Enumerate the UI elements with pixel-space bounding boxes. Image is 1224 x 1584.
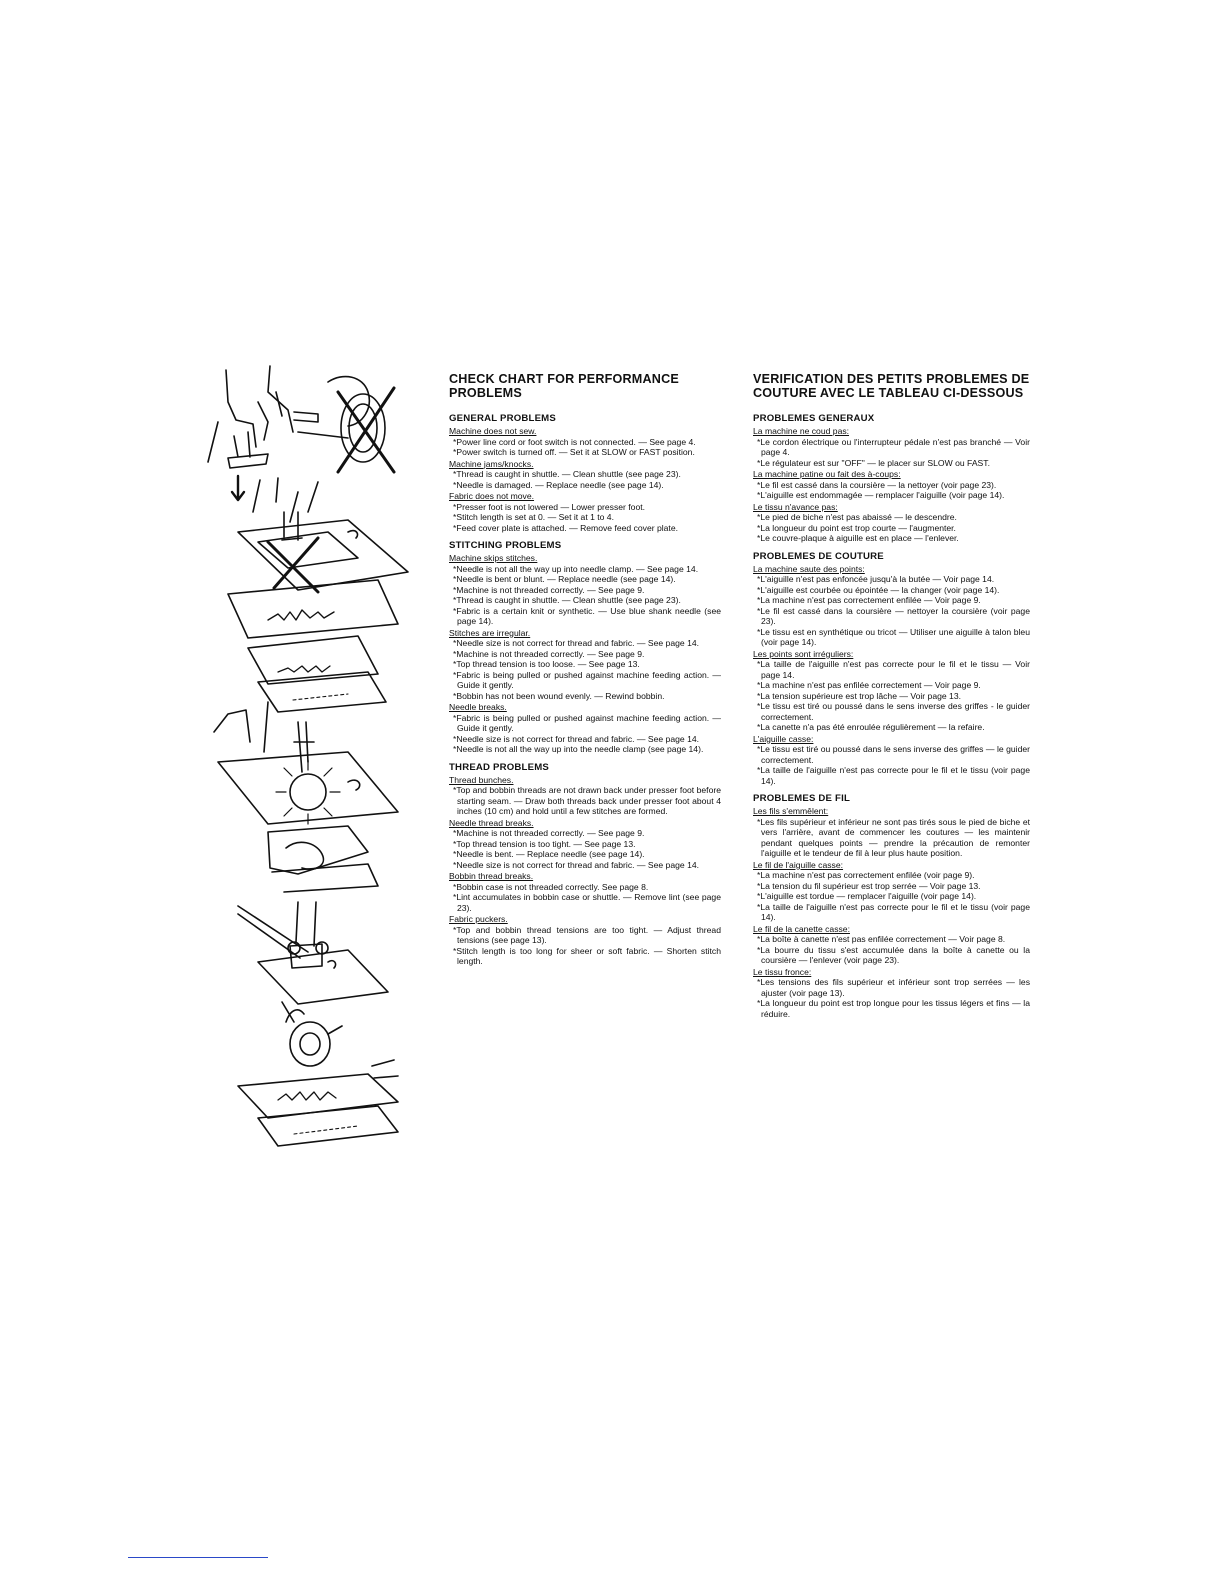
remedy-item: *Bobbin has not been wound evenly. — Rewind bobbin. [453, 690, 665, 701]
remedy-item: *Machine is not threaded correctly. — See page 9. [453, 828, 645, 838]
section-heading: GENERAL PROBLEMS [449, 413, 556, 424]
remedy-item: *Machine is not threaded correctly. — See page 9. [453, 584, 645, 595]
remedy-item: *Needle is not all the way up into the needle clamp (see page 14). [453, 744, 704, 754]
remedy-item: *Bobbin case is not threaded correctly. See page 8. [453, 881, 649, 892]
remedy-item: *La machine n'est pas correctement enfilée — Voir page 9. [757, 595, 981, 605]
remedy-item: *Machine is not threaded correctly. — See page 9. [453, 648, 645, 659]
remedy-item: *La canette n'a pas été enroulée régulièrement — la refaire. [757, 722, 985, 732]
fabric-pucker-figure [238, 1060, 398, 1146]
sewing-illustrations [198, 362, 420, 1150]
feed-cover-figure [238, 478, 408, 592]
remedy-item: *Top thread tension is too tight. — See page 13. [453, 838, 636, 849]
remedy-item: *La bourre du tissu s'est accumulée dans la boîte à canette ou la coursière — l'enlever (voir page 23). [757, 944, 1030, 965]
fabric-fold-figure [268, 826, 378, 892]
remedy-item: *Le couvre-plaque à aiguille est en place — l'enlever. [757, 533, 959, 543]
problem-label: Stitches are irregular. [449, 627, 531, 638]
remedy-item: *La tension du fil supérieur est trop serrée — Voir page 13. [757, 880, 981, 891]
remedy-item: *La machine n'est pas enfilée correctement — Voir page 9. [757, 680, 981, 690]
section-heading: STITCHING PROBLEMS [449, 540, 562, 551]
remedy-item: *Stitch length is too long for sheer or soft fabric. — Shorten stitch length. [453, 945, 721, 966]
problem-label: La machine patine ou fait des à-coups: [753, 469, 901, 479]
french-general-problems [753, 413, 1030, 544]
remedy-item: *Feed cover plate is attached. — Remove feed cover plate. [453, 522, 678, 533]
problem-label: Le tissu fronce: [753, 966, 812, 977]
remedy-item: *Fabric is being pulled or pushed against machine feeding action. — Guide it gently. [453, 669, 721, 690]
remedy-item: *Needle size is not correct for thread and fabric. — See page 14. [453, 638, 700, 648]
remedy-item: *La tension supérieure est trop lâche — Voir page 13. [757, 690, 961, 701]
problem-label: Needle thread breaks. [449, 817, 534, 828]
remedy-item: *Lint accumulates in bobbin case or shuttle. — Remove lint (see page 23). [453, 892, 721, 913]
thread-bunch-figure [238, 902, 388, 1004]
remedy-item: *La longueur du point est trop longue pour les tissus légers et fins — la réduire. [757, 998, 1030, 1019]
remedy-item: *La taille de l'aiguille n'est pas correcte pour le fil et le tissu (voir page 14). [757, 765, 1030, 786]
problem-label: Le tissu n'avance pas: [753, 501, 838, 512]
problem-label: Le fil de l'aiguille casse: [753, 859, 844, 870]
french-title: VERIFICATION DES PETITS PROBLEMES DE COUTURE AVEC LE TABLEAU CI-DESSOUS [753, 372, 1030, 400]
remedy-item: *Fabric is being pulled or pushed against machine feeding action. — Guide it gently. [453, 712, 721, 733]
remedy-item: *Presser foot is not lowered — Lower presser foot. [453, 501, 646, 512]
remedy-item: *Needle size is not correct for thread and fabric. — See page 14. [453, 859, 700, 870]
problem-label: Les points sont irréguliers: [753, 648, 854, 659]
remedy-item: *L'aiguille est endommagée — remplacer l'aiguille (voir page 14). [757, 490, 1005, 500]
remedy-item: *La taille de l'aiguille n'est pas correcte pour le fil et le tissu (voir page 14). [757, 901, 1030, 922]
remedy-item: *Le pied de biche n'est pas abaissé — le descendre. [757, 512, 957, 522]
remedy-item: *Needle is bent or blunt. — Replace needle (see page 14). [453, 574, 676, 584]
remedy-item: *L'aiguille n'est pas enfoncée jusqu'à la butée — Voir page 14. [757, 574, 995, 584]
problem-label: Fabric puckers. [449, 914, 508, 924]
problem-label: Machine jams/knocks. [449, 458, 534, 469]
english-check-chart [449, 372, 721, 967]
problem-label: La machine ne coud pas: [753, 426, 850, 436]
problem-label: Thread bunches. [449, 774, 514, 785]
remedy-item: *Thread is caught in shuttle. — Clean shuttle (see page 23). [453, 469, 681, 479]
needle-break-figure [214, 702, 398, 824]
remedy-item: *L'aiguille est courbée ou épointée — la changer (voir page 14). [757, 584, 1000, 595]
french-thread-problems [753, 793, 1030, 1019]
remedy-item: *Needle size is not correct for thread and fabric. — See page 14. [453, 733, 700, 744]
remedy-item: *Le fil est cassé dans la coursière — la nettoyer (voir page 23). [757, 479, 997, 490]
remedy-item: *Fabric is a certain knit or synthetic. — Use blue shank needle (see page 14). [453, 605, 721, 626]
remedy-item: *Le cordon électrique ou l'interrupteur pédale n'est pas branché — Voir page 4. [757, 436, 1030, 457]
problem-label: Needle breaks. [449, 702, 507, 712]
remedy-item: *Les fils supérieur et inférieur ne sont pas tirés sous le pied de biche et vers l'arrière, avant de commencer les coutures — les maintenir pendant quelques points — prendre la précaution de remonter l'aiguille et le tendeur de fil à leur plus haute position. [757, 816, 1030, 858]
remedy-item: *Top thread tension is too loose. — See page 13. [453, 659, 640, 669]
remedy-item: *Power switch is turned off. — Set it at SLOW or FAST position. [453, 447, 695, 457]
remedy-item: *Needle is bent. — Replace needle (see page 14). [453, 849, 645, 859]
problem-label: Fabric does not move. [449, 491, 535, 501]
section-heading: PROBLEMES GENERAUX [753, 413, 875, 424]
remedy-item: *Stitch length is set at 0. — Set it at 1 to 4. [453, 512, 614, 522]
bobbin-case-figure [282, 1002, 342, 1066]
remedy-item: *Power line cord or foot switch is not connected. — See page 4. [453, 436, 696, 447]
remedy-item: *Top and bobbin thread tensions are too tight. — Adjust thread tensions (see page 13). [453, 924, 721, 945]
remedy-item: *Les tensions des fils supérieur et inférieur sont trop serrées — les ajuster (voir page 13). [757, 977, 1030, 998]
power-switch-figure [338, 388, 394, 472]
section-heading: PROBLEMES DE COUTURE [753, 550, 884, 562]
english-general-problems [449, 413, 721, 533]
remedy-item: *Thread is caught in shuttle. — Clean shuttle (see page 23). [453, 595, 681, 605]
remedy-item: *La taille de l'aiguille n'est pas correcte pour le fil et le tissu — Voir page 14. [757, 659, 1030, 680]
remedy-item: *Le tissu est en synthétique ou tricot — Utiliser une aiguille à talon bleu (voir page 14). [757, 626, 1030, 647]
problem-label: Les fils s'emmêlent: [753, 806, 829, 816]
problem-label: La machine saute des points: [753, 563, 865, 574]
problem-label: L'aiguille casse: [753, 733, 814, 744]
english-title: CHECK CHART FOR PERFORMANCE PROBLEMS [449, 372, 679, 400]
section-heading: PROBLEMES DE FIL [753, 793, 851, 804]
footer-rule [128, 1557, 268, 1558]
remedy-item: *Le fil est cassé dans la coursière — nettoyer la coursière (voir page 23). [757, 605, 1030, 626]
presser-foot-figure [208, 366, 369, 468]
remedy-item: *Top and bobbin threads are not drawn back under presser foot before starting seam. — Draw both threads back under presser foot about 4 inches (10 cm) and hold until a few stitches are formed. [453, 785, 721, 816]
remedy-item: *Le tissu est tiré ou poussé dans le sens inverse des griffes - le guider correctement. [757, 701, 1030, 722]
french-check-chart [753, 372, 1030, 1019]
remedy-item: *Needle is not all the way up into needle clamp. — See page 14. [453, 563, 699, 574]
french-stitching-problems [753, 551, 1030, 787]
problem-label: Le fil de la canette casse: [753, 923, 850, 934]
remedy-item: *Le tissu est tiré ou poussé dans le sens inverse des griffes — le guider correctement. [757, 744, 1030, 765]
problem-label: Bobbin thread breaks. [449, 871, 534, 881]
english-stitching-problems [449, 540, 721, 755]
english-thread-problems [449, 762, 721, 967]
remedy-item: *L'aiguille est tordue — remplacer l'aiguille (voir page 14). [757, 891, 977, 901]
remedy-item: *La longueur du point est trop courte — l'augmenter. [757, 522, 956, 533]
section-heading: THREAD PROBLEMS [449, 761, 550, 773]
remedy-item: *Le régulateur est sur "OFF" — le placer sur SLOW ou FAST. [757, 457, 990, 468]
problem-label: Machine skips stitches. [449, 553, 538, 563]
remedy-item: *La boîte à canette n'est pas enfilée correctement — Voir page 8. [757, 934, 1006, 944]
remedy-item: *Needle is damaged. — Replace needle (see page 14). [453, 479, 664, 490]
skipped-stitch-figure [228, 580, 398, 712]
problem-label: Machine does not sew. [449, 426, 537, 436]
remedy-item: *La machine n'est pas correctement enfilée (voir page 9). [757, 870, 975, 880]
